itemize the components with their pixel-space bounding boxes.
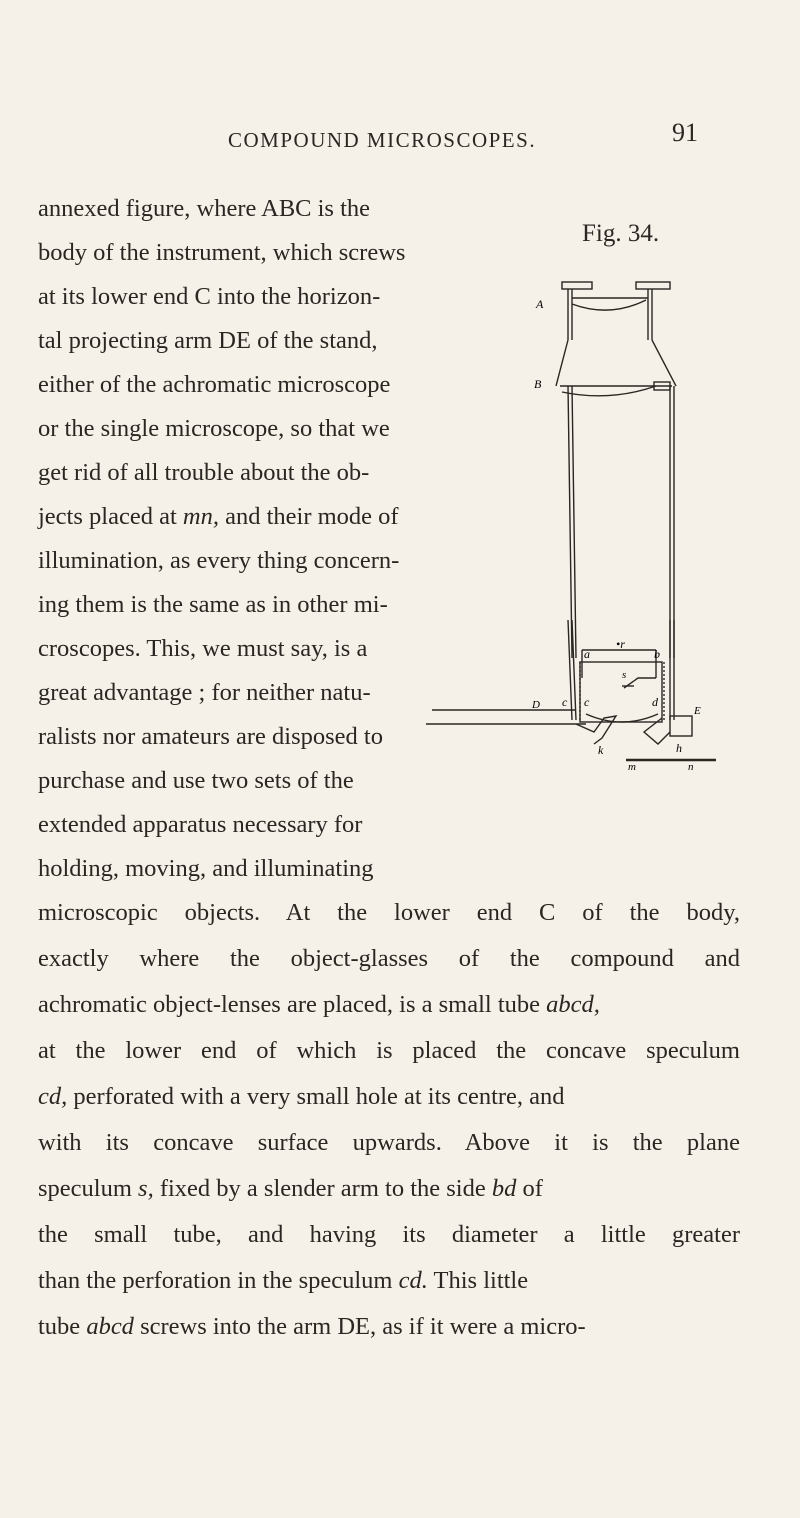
text-span: This little [427, 1267, 529, 1294]
tube-left-wall [568, 386, 572, 658]
text-line-9: illumination, as every thing concern- [38, 547, 400, 574]
text-line-26 [38, 1312, 740, 1342]
italic-cd-2: cd. [398, 1267, 428, 1294]
text-span: and their mode of [218, 503, 399, 530]
text-line-1: annexed figure, where ABC is the [38, 195, 371, 222]
label-r: •r [616, 637, 625, 651]
text-span: perforated with a very small hole at its centre, and [67, 1083, 565, 1110]
italic-abcd-2: abcd [86, 1313, 134, 1340]
text-line-21 [38, 1082, 740, 1112]
label-c: c [584, 695, 590, 709]
label-a: a [584, 647, 590, 661]
label-A: A [536, 297, 544, 311]
text-line-12: great advantage ; for neither natu- [38, 679, 371, 706]
text-line-22: with its concave surface upwards. Above it is the plane [38, 1129, 740, 1156]
label-n: n [688, 761, 694, 770]
figure-34-lower-part [426, 620, 716, 775]
right-shoulder [652, 340, 676, 386]
running-title: COMPOUND MICROSCOPES. [228, 128, 537, 152]
text-line-16: holding, moving, and illuminating [38, 855, 374, 882]
text-line-14: purchase and use two sets of the [38, 767, 354, 794]
label-b: b [654, 647, 660, 661]
text-span: of [516, 1175, 543, 1202]
small-tube-abcd [580, 662, 662, 722]
label-s: s [622, 669, 627, 681]
italic-bd: bd [491, 1175, 517, 1202]
label-m: m [628, 761, 636, 770]
concave-speculum-cd [586, 714, 658, 722]
text-span: fixed by a slender arm to the side [153, 1175, 492, 1202]
left-shoulder [556, 340, 568, 386]
tube-left-wall-inner [572, 386, 576, 658]
text-line-13: ralists nor amateurs are disposed to [38, 723, 383, 750]
text-line-19 [38, 990, 740, 1020]
text-span: jects placed at [38, 503, 183, 530]
label-d: d [652, 695, 658, 709]
text-span: than the perforation in the speculum [38, 1267, 399, 1294]
text-line-10: ing them is the same as in other mi- [38, 591, 388, 618]
lower-diagram-svg [426, 620, 716, 770]
text-line-8 [38, 502, 399, 532]
text-span: achromatic object-lenses are placed, is a small tube [38, 991, 547, 1018]
label-k: k [598, 743, 604, 757]
text-line-6: or the single microscope, so that we [38, 415, 390, 442]
text-line-20: at the lower end of which is placed the concave speculum [38, 1037, 740, 1064]
text-line-4: tal projecting arm DE of the stand, [38, 327, 378, 354]
tube-left-continued [568, 620, 572, 720]
text-line-5: either of the achromatic microscope [38, 371, 391, 398]
left-cap [562, 282, 592, 289]
middle-lens [562, 386, 656, 396]
upper-lens [572, 300, 646, 310]
figure-caption: Fig. 34. [582, 220, 660, 247]
italic-mn: mn, [182, 503, 219, 530]
left-mirror-mount [576, 716, 616, 744]
label-D: D [532, 699, 540, 711]
label-B: B [534, 377, 542, 391]
italic-cd: cd, [38, 1083, 68, 1110]
label-c-outer: c [562, 695, 568, 709]
right-cap [636, 282, 670, 289]
text-line-23 [38, 1174, 740, 1204]
label-h: h [676, 741, 682, 755]
italic-abcd: abcd, [546, 991, 600, 1018]
text-line-2: body of the instrument, which screws [38, 239, 406, 266]
label-E: E [694, 705, 701, 717]
text-span: screws into the arm DE, as if it were a micro- [133, 1313, 586, 1340]
page-number: 91 [672, 118, 698, 147]
text-line-15: extended apparatus necessary for [38, 811, 363, 838]
tube-left-inner-continued [572, 620, 576, 720]
text-line-18: exactly where the object-glasses of the compound and [38, 945, 740, 972]
arm-E-end [670, 716, 692, 736]
text-line-25 [38, 1266, 740, 1296]
text-line-7: get rid of all trouble about the ob- [38, 459, 370, 486]
text-line-24: the small tube, and having its diameter a little greater [38, 1221, 740, 1248]
text-line-17: microscopic objects. At the lower end C of the body, [38, 899, 740, 926]
text-span: tube [38, 1313, 87, 1340]
text-line-3: at its lower end C into the horizon- [38, 283, 381, 310]
italic-s: s, [138, 1175, 154, 1202]
diagram-svg [524, 278, 714, 678]
text-line-11: croscopes. This, we must say, is a [38, 635, 368, 662]
text-span: speculum [38, 1175, 139, 1202]
